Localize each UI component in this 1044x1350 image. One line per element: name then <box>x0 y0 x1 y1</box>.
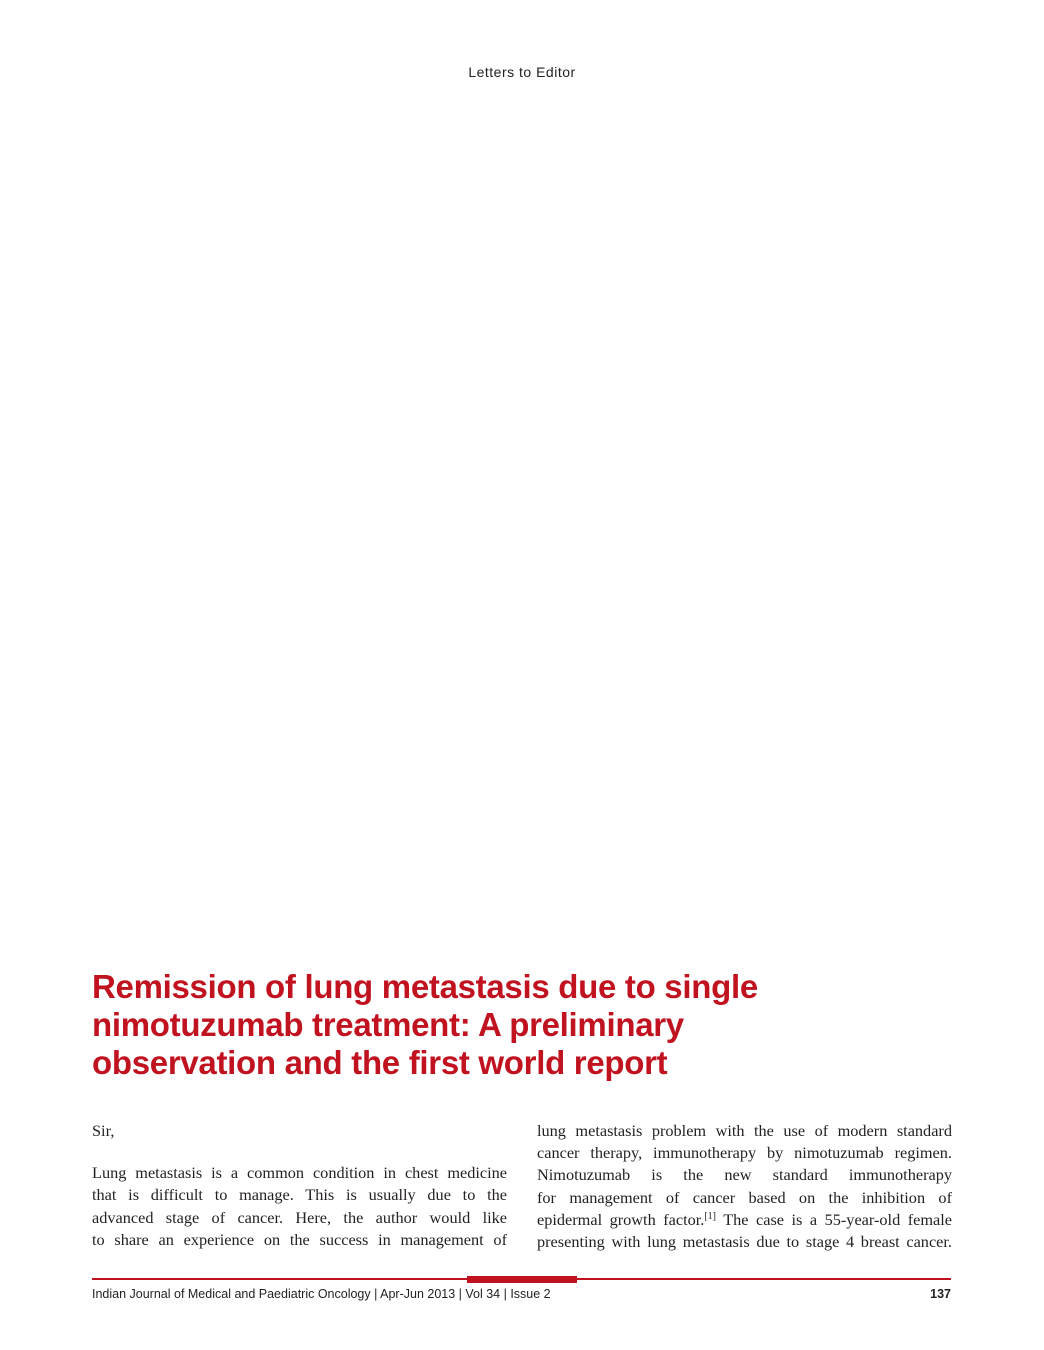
citation-link[interactable]: [1] <box>704 1210 717 1222</box>
body-line: presenting with lung metastasis due to stage 4 breast cancer. <box>537 1232 952 1252</box>
article-title <box>92 968 962 1082</box>
body-line: to share an experience on the success in management of <box>92 1229 507 1249</box>
body-line: Nimotuzumab is the new standard immunotherapy <box>537 1165 952 1185</box>
body-line: cancer therapy, immunotherapy by nimotuzumab regimen. <box>537 1143 952 1163</box>
body-line: that is difficult to manage. This is usually due to the <box>92 1185 507 1205</box>
right-column <box>537 1120 952 1253</box>
title-line: nimotuzumab treatment: A preliminary <box>92 1006 684 1043</box>
body-line <box>537 1209 952 1231</box>
body-text: The case is a 55-year-old female <box>716 1209 952 1229</box>
title-line: observation and the first world report <box>92 1044 668 1081</box>
left-column <box>92 1120 507 1251</box>
body-text: epidermal growth factor. <box>537 1209 705 1229</box>
page-number: 137 <box>930 1287 951 1301</box>
salutation: Sir, <box>92 1121 115 1140</box>
footer-journal-info: Indian Journal of Medical and Paediatric Oncology | Apr-Jun 2013 | Vol 34 | Issue 2 <box>92 1287 551 1301</box>
body-line: lung metastasis problem with the use of modern standard <box>537 1121 952 1140</box>
body-line: for management of cancer based on the inhibition of <box>537 1187 952 1207</box>
title-line: Remission of lung metastasis due to single <box>92 968 758 1005</box>
running-head: Letters to Editor <box>468 64 576 80</box>
footer-accent-tab <box>467 1276 577 1283</box>
body-line: advanced stage of cancer. Here, the author would like <box>92 1207 507 1227</box>
body-line: Lung metastasis is a common condition in chest medicine <box>92 1163 507 1183</box>
